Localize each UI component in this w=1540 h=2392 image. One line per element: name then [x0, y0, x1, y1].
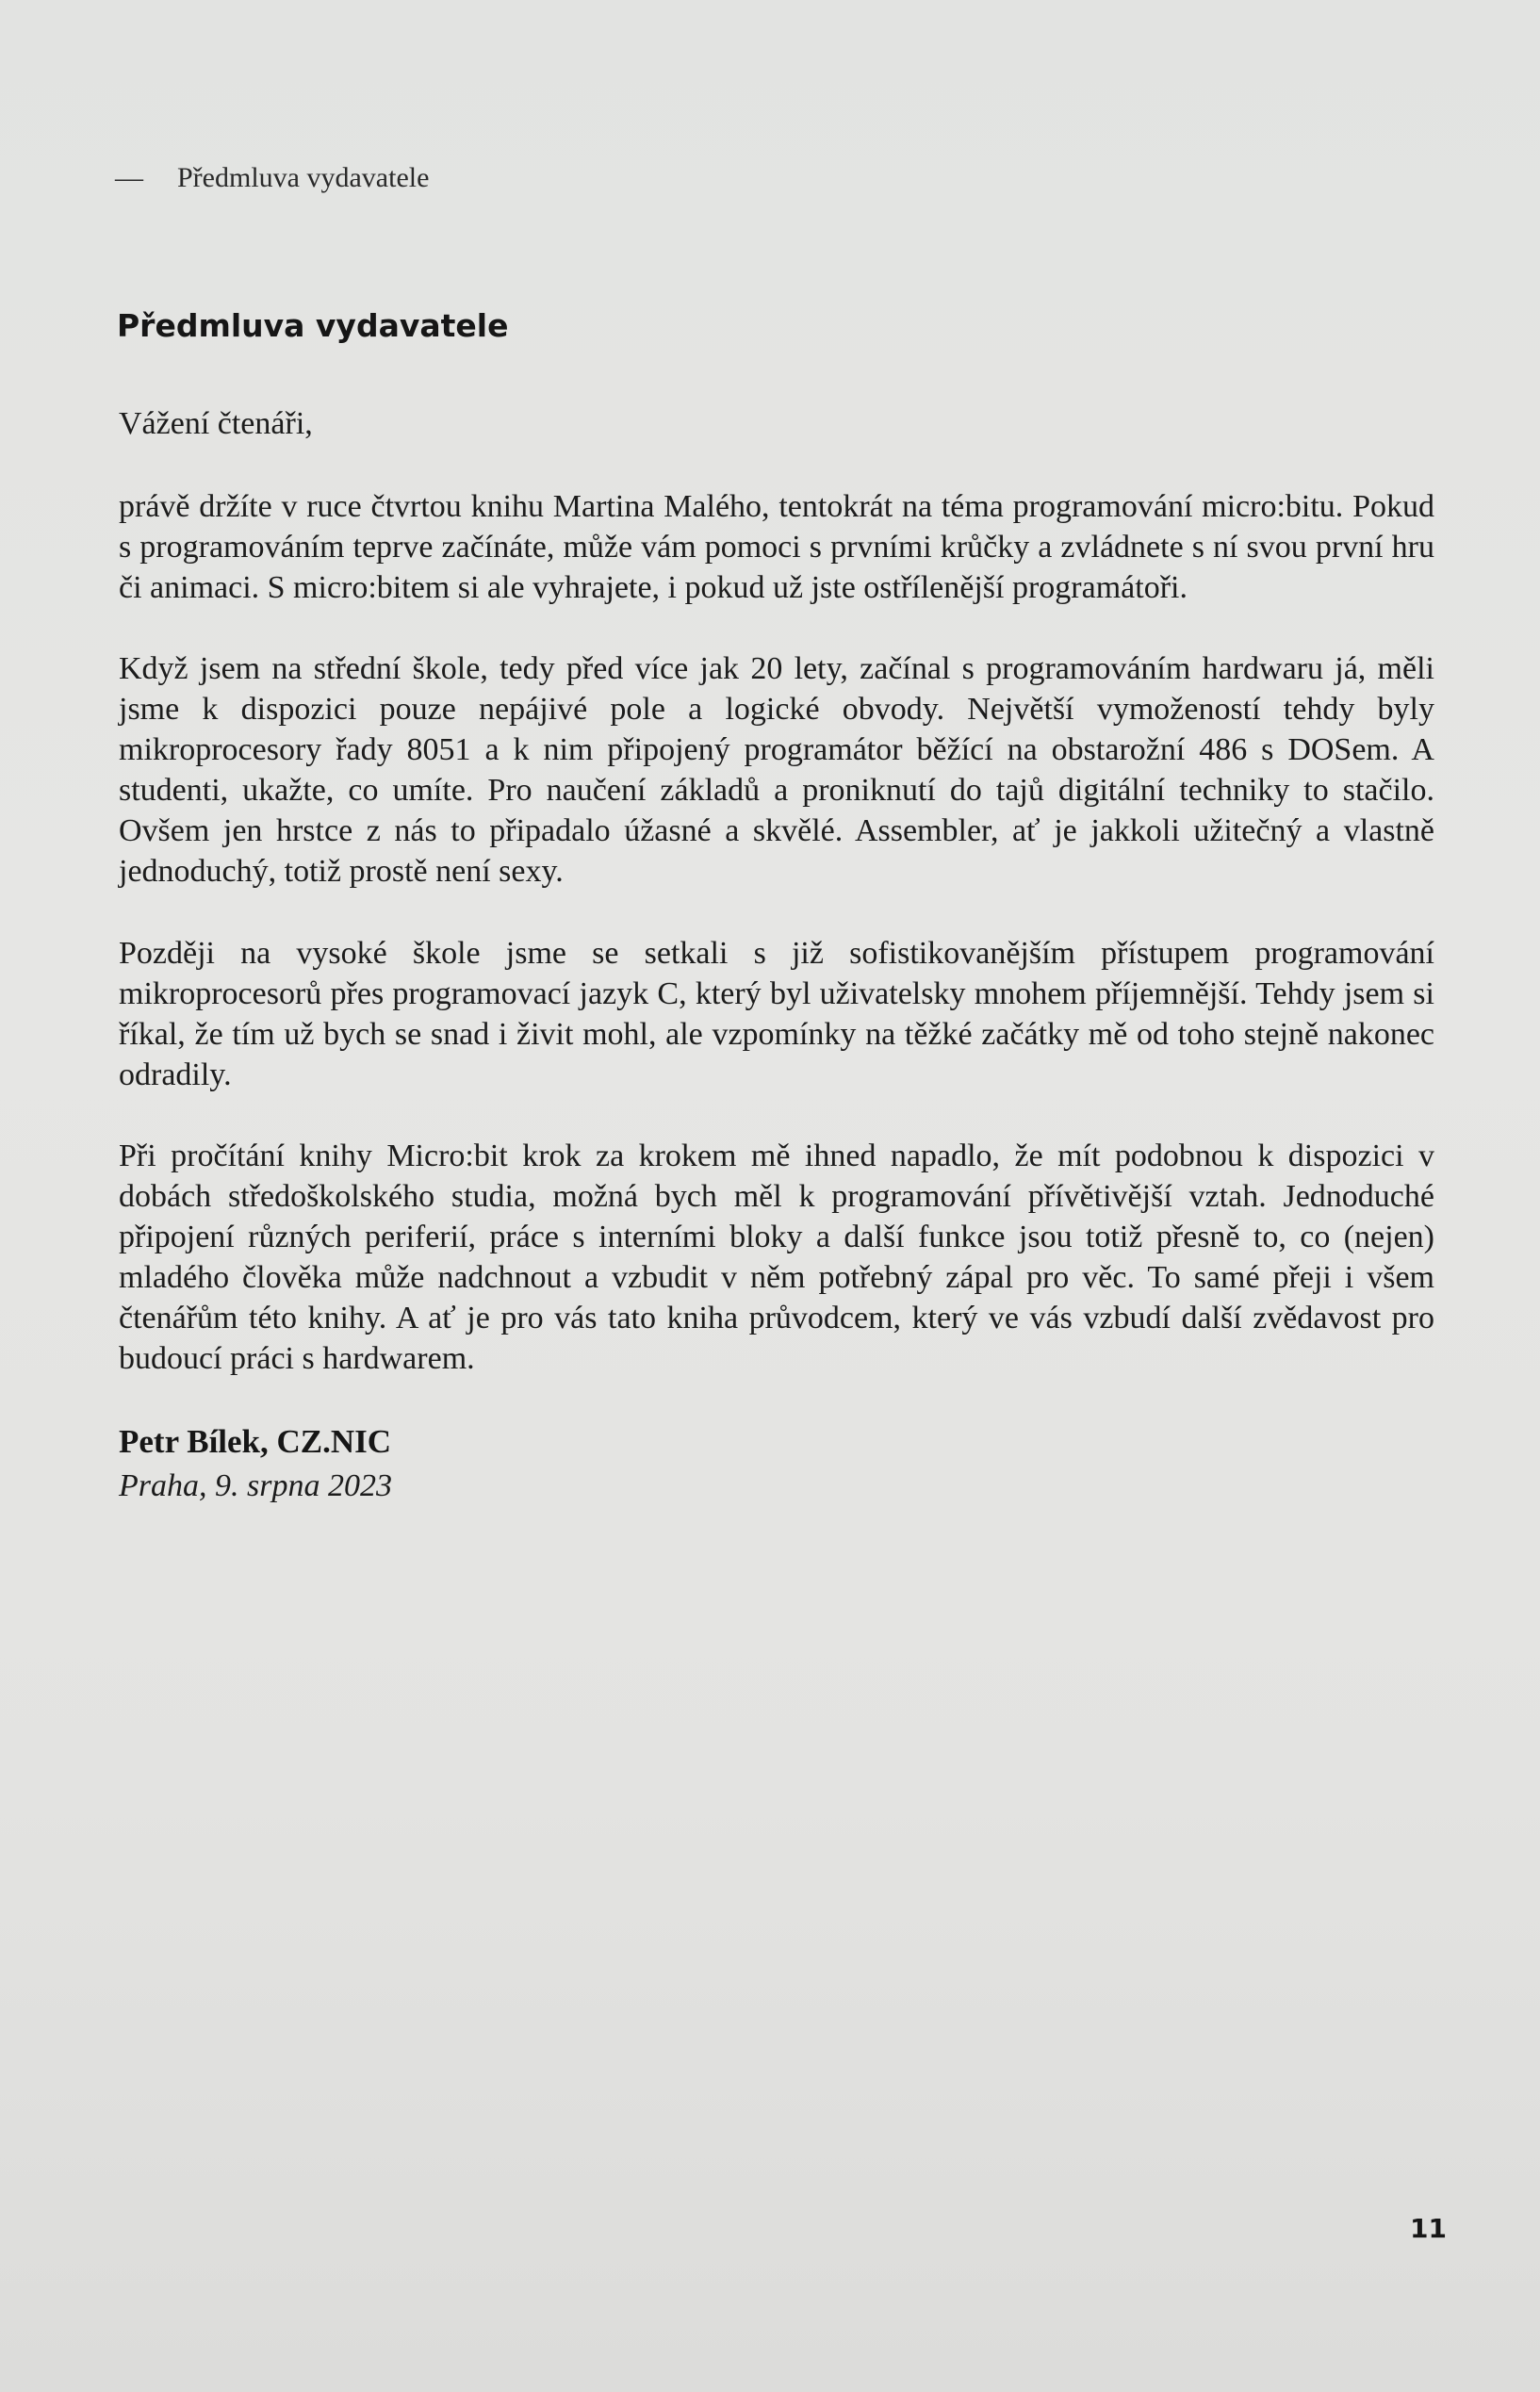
page-number: 11 [1410, 2213, 1447, 2244]
header-dash: — [115, 162, 143, 193]
paragraph-3: Později na vysoké škole jsme se setkali s již sofistikovanějším přístupem programování mikroprocesorů přes programovací jazyk C, který byl uživatelsky mnohem příjemnější. Tehdy jsem si říkal, že tím už bych se snad i živit mohl, ale vzpomínky na těžké začátky mě od toho stejně nakonec odradily. [119, 936, 1434, 1092]
paragraph-2: Když jsem na střední škole, tedy před více jak 20 lety, začínal s programováním hardwaru já, měli jsme k dispozici pouze nepájivé pole a logické obvody. Největší vymožeností tehdy byly mikroprocesory řady 8051 a k nim připojený programátor běžící na obstarožní 486 s DOSem. A studenti, ukažte, co umíte. Pro naučení základů a proniknutí do tajů digitální techniky to stačilo. Ovšem jen hrstce z nás to připadalo úžasné a skvělé. Assembler, ať je jakkoli užitečný a vlastně jednoduchý, totiž prostě není sexy. [119, 651, 1434, 889]
place-and-date: Praha, 9. srpna 2023 [119, 1468, 392, 1503]
header-title: Předmluva vydavatele [177, 162, 430, 193]
signature: Petr Bílek, CZ.NIC [119, 1423, 392, 1460]
paragraph-1: právě držíte v ruce čtvrtou knihu Martina Malého, tentokrát na téma programování micro:bitu. Pokud s programováním teprve začínáte, může vám pomoci s prvními krůčky a zvládnete s ní svou první hru či animaci. S micro:bitem si ale vyhrajete, i pokud už jste ostřílenější programátoři. [119, 489, 1434, 605]
section-title: Předmluva vydavatele [117, 307, 509, 344]
salutation: Vážení čtenáři, [119, 406, 313, 441]
paragraph-4: Při pročítání knihy Micro:bit krok za krokem mě ihned napadlo, že mít podobnou k dispozici v dobách středoškolského studia, možná bych měl k programování přívětivější vztah. Jednoduché připojení různých periferií, práce s interními bloky a další funkce jsou totiž přesně to, co (nejen) mladého člověka může nadchnout a vzbudit v něm potřebný zápal pro věc. To samé přeji i všem čtenářům této knihy. A ať je pro vás tato kniha průvodcem, který ve vás vzbudí další zvědavost pro budoucí práci s hardwarem. [119, 1139, 1434, 1376]
running-header [115, 162, 429, 194]
